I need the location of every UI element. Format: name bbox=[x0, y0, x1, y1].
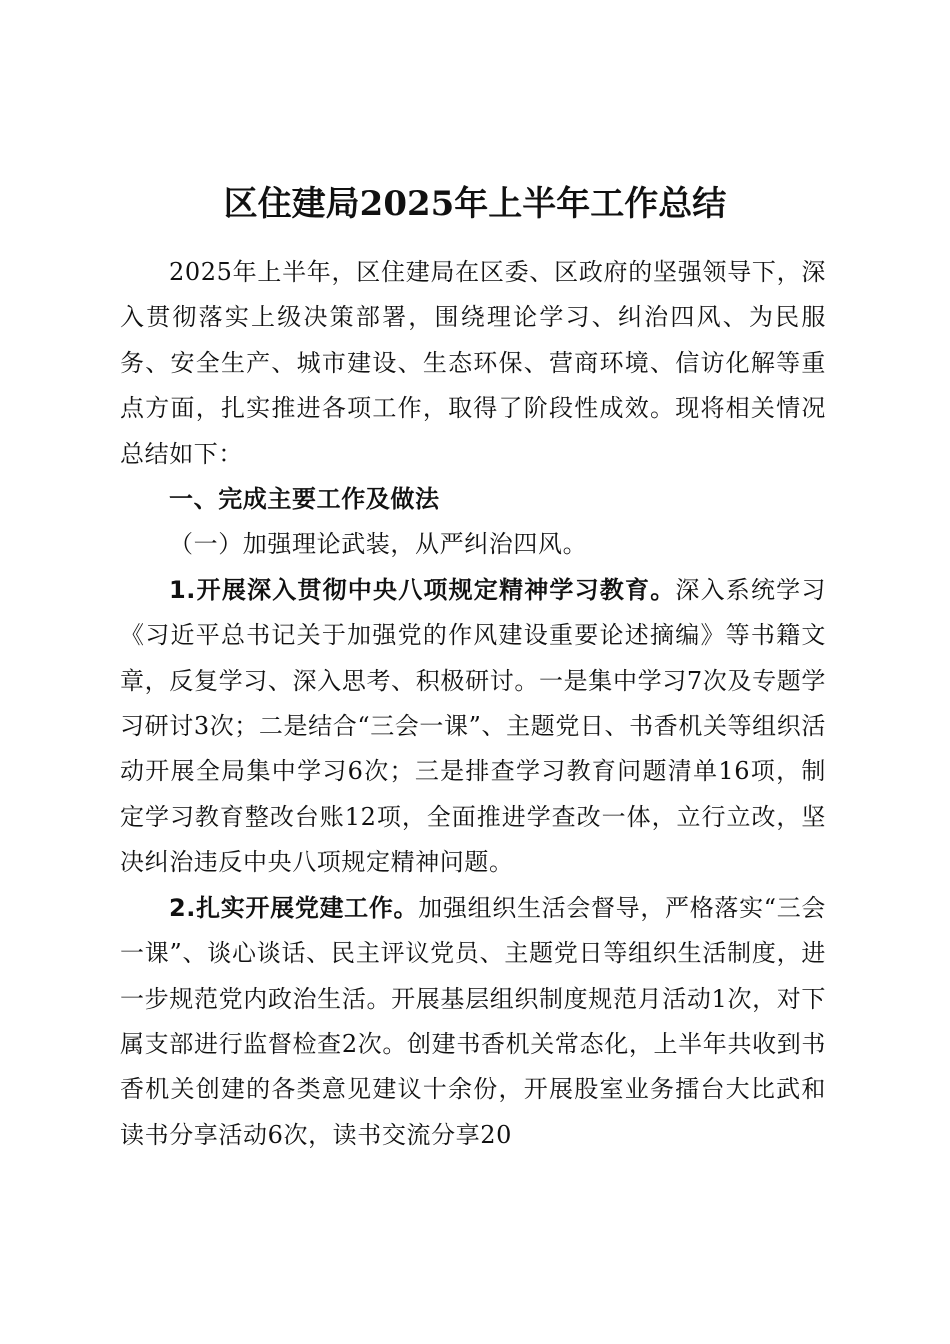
section-heading: 一、完成主要工作及做法 bbox=[169, 485, 440, 514]
item-1-paragraph bbox=[120, 568, 826, 886]
item-1-body: 深入系统学习《习近平总书记关于加强党的作风建设重要论述摘编》等书籍文章，反复学习、深入思考、积极研讨。一是集中学习7次及专题学习研讨3次；二是结合“三会一课”、主题党日、书香机关等组织活动开展全局集中学习6次；三是排查学习教育问题清单16项，制定学习教育整改台账12项，全面推进学查改一体，立行立改，坚决纠治违反中央八项规定精神问题。 bbox=[120, 575, 826, 877]
document-title: 区住建局2025年上半年工作总结 bbox=[223, 184, 727, 224]
item-1-lead: 1.开展深入贯彻中央八项规定精神学习教育。 bbox=[169, 575, 676, 604]
item-2-paragraph bbox=[120, 886, 826, 1158]
intro-paragraph: 2025年上半年，区住建局在区委、区政府的坚强领导下，深入贯彻落实上级决策部署，围绕理论学习、纠治四风、为民服务、安全生产、城市建设、生态环保、营商环境、信访化解等重点方面，扎实推进各项工作，取得了阶段性成效。现将相关情况总结如下： bbox=[120, 258, 826, 468]
subsection-heading: （一）加强理论武装，从严纠治四风。 bbox=[169, 530, 588, 559]
item-2-body: 加强组织生活会督导，严格落实“三会一课”、谈心谈话、民主评议党员、主题党日等组织生活制度，进一步规范党内政治生活。开展基层组织制度规范月活动1次，对下属支部进行监督检查2次。创建书香机关常态化，上半年共收到书香机关创建的各类意见建议十余份，开展股室业务擂台大比武和读书分享活动6次，读书交流分享20 bbox=[120, 893, 827, 1149]
item-2-lead: 2.扎实开展党建工作。 bbox=[169, 893, 419, 922]
document-body bbox=[120, 250, 826, 1158]
